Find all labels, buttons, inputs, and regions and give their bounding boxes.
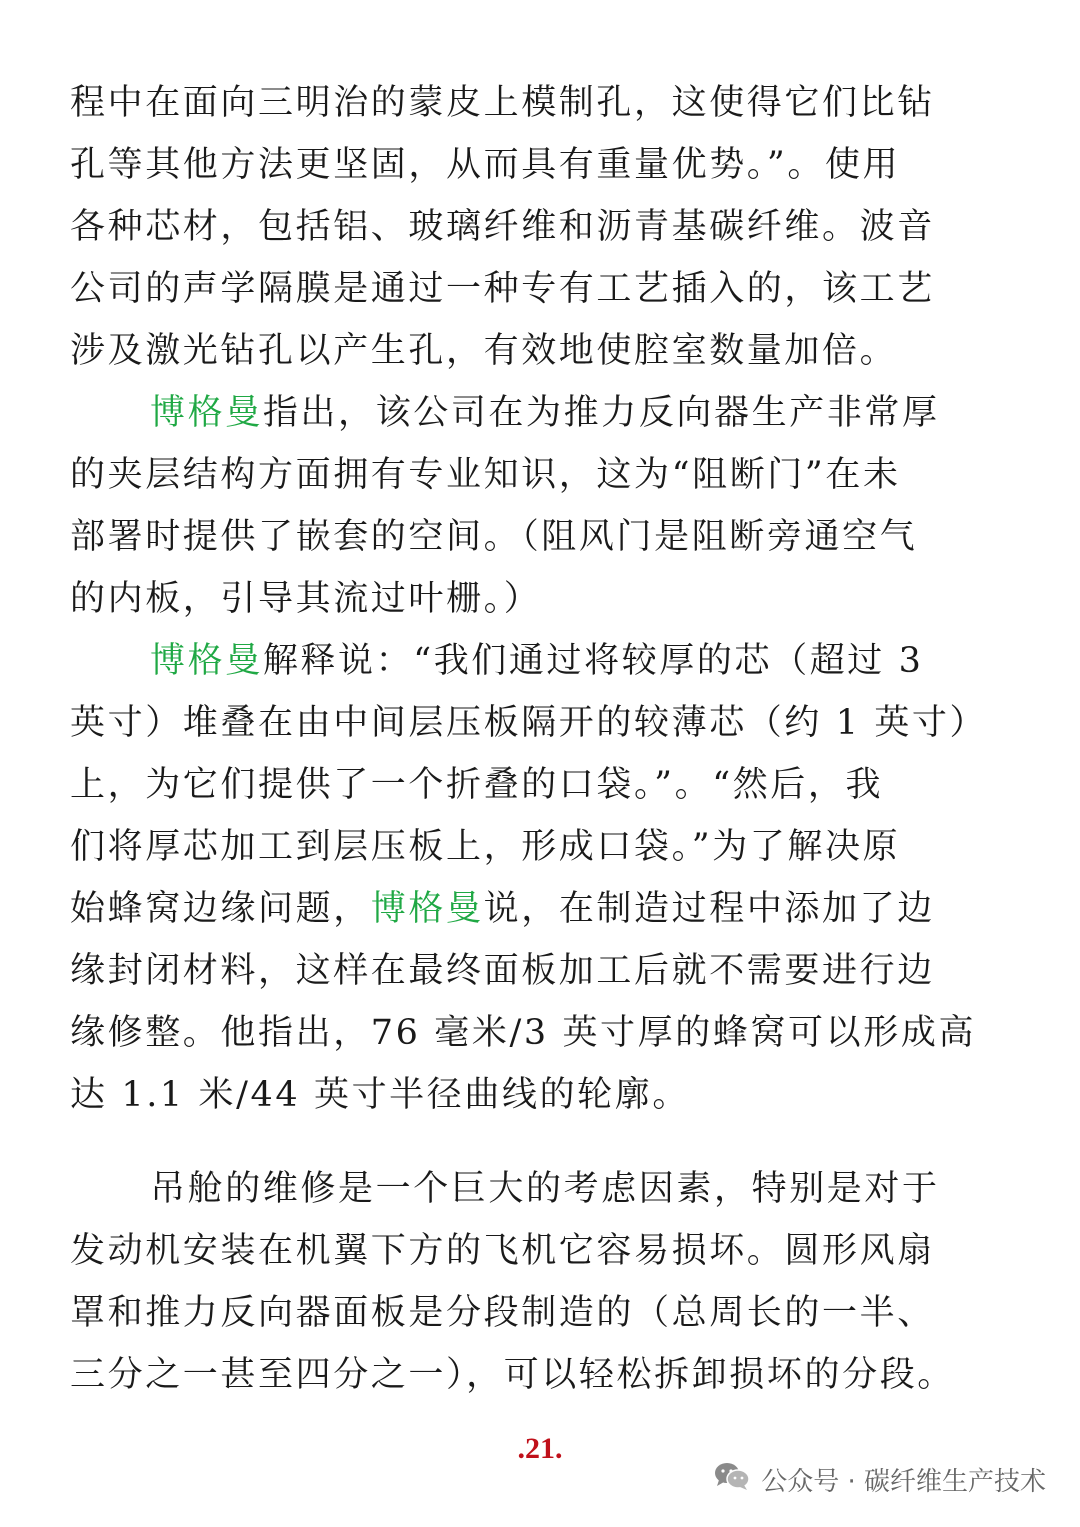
- document-body: [70, 72, 1000, 1406]
- paragraph-1: [70, 72, 1000, 382]
- watermark-text: 公众号 · 碳纤维生产技术: [761, 1467, 1046, 1497]
- text-line: 罩和推力反向器面板是分段制造的（总周长的一半、: [70, 1293, 935, 1333]
- text-line: 程中在面向三明治的蒙皮上模制孔，这使得它们比钻: [70, 83, 935, 123]
- text-line: 各种芯材，包括铝、玻璃纤维和沥青基碳纤维。波音: [70, 207, 935, 247]
- text-line: 吊舱的维修是一个巨大的考虑因素，特别是对于: [150, 1169, 940, 1209]
- text-line: [70, 382, 1000, 444]
- paragraph-4: [70, 1158, 1000, 1406]
- text-line: 发动机安装在机翼下方的飞机它容易损坏。圆形风扇: [70, 1231, 935, 1271]
- highlighted-name: 博格曼: [150, 641, 263, 681]
- text-line: [70, 878, 1000, 940]
- text-line: 缘修整。他指出，76 毫米/3 英寸厚的蜂窝可以形成高: [70, 1013, 977, 1053]
- text-line: 英寸）堆叠在由中间层压板隔开的较薄芯（约 1 英寸）: [70, 703, 988, 743]
- paragraph-3: [70, 630, 1000, 1126]
- highlighted-name: 博格曼: [370, 889, 484, 929]
- wechat-icon: [713, 1460, 751, 1499]
- text-line: 们将厚芯加工到层压板上，形成口袋。”为了解决原: [70, 827, 901, 867]
- text-fragment: 解释说：“我们通过将较厚的芯（超过 3: [262, 641, 924, 681]
- page-number: .21.: [517, 1432, 563, 1465]
- text-line: 孔等其他方法更坚固，从而具有重量优势。”。使用: [70, 145, 901, 185]
- highlighted-name: 博格曼: [150, 393, 263, 433]
- text-line: 三分之一甚至四分之一），可以轻松拆卸损坏的分段。: [70, 1355, 955, 1395]
- text-line: 涉及激光钻孔以产生孔，有效地使腔室数量加倍。: [70, 331, 898, 371]
- text-fragment: 指出，该公司在为推力反向器生产非常厚: [262, 393, 940, 433]
- paragraph-gap: [70, 1126, 1000, 1158]
- text-line: 公司的声学隔膜是通过一种专有工艺插入的，该工艺: [70, 269, 935, 309]
- text-line: 上，为它们提供了一个折叠的口袋。”。“然后，我: [70, 765, 884, 805]
- text-line: 部署时提供了嵌套的空间。（阻风门是阻断旁通空气: [70, 517, 918, 557]
- text-fragment: 说，在制造过程中添加了边: [483, 889, 935, 929]
- watermark: [713, 1460, 1046, 1499]
- text-line: 的夹层结构方面拥有专业知识，这为“阻断门”在未: [70, 455, 901, 495]
- text-line: 的内板，引导其流过叶栅。）: [70, 579, 542, 619]
- paragraph-2: [70, 382, 1000, 630]
- text-line: [70, 630, 1000, 692]
- text-line: 达 1.1 米/44 英寸半径曲线的轮廓。: [70, 1075, 690, 1115]
- text-fragment: 始蜂窝边缘问题，: [70, 889, 371, 929]
- text-line: 缘封闭材料，这样在最终面板加工后就不需要进行边: [70, 951, 935, 991]
